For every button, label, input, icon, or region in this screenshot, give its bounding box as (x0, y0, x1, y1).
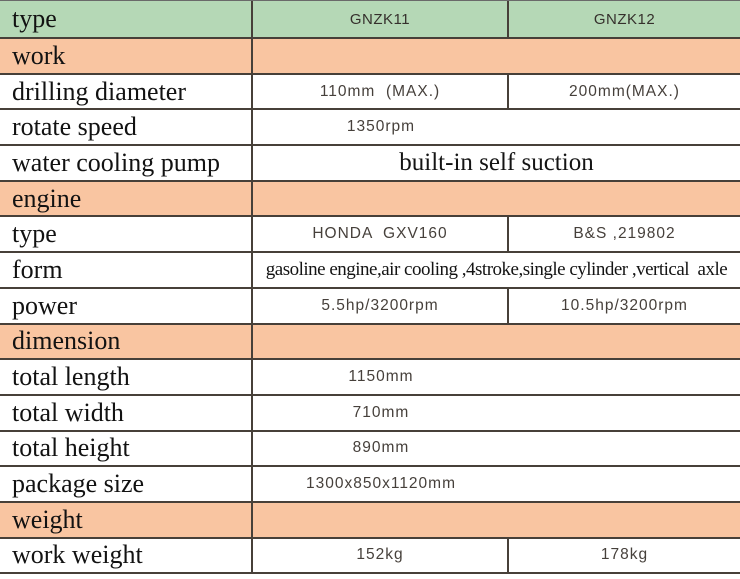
row-label: water cooling pump (12, 147, 220, 177)
row-value: B&S ,219802 (573, 225, 676, 243)
row-value: 1300x850x1120mm (306, 475, 456, 493)
spec-value-cell (509, 539, 740, 573)
spec-value-cell (253, 110, 740, 144)
column-header: GNZK12 (593, 10, 656, 28)
row-label: drilling diameter (12, 76, 187, 106)
spec-label-cell (0, 182, 253, 216)
spec-value-cell (253, 360, 740, 394)
spec-value-cell (509, 289, 740, 323)
spec-value-cell (509, 75, 740, 109)
spec-value-cell (253, 432, 740, 466)
row-label: power (12, 290, 77, 320)
row-label: work (12, 40, 66, 70)
spec-label-cell (0, 110, 253, 144)
spec-value-cell (253, 217, 509, 251)
spec-label-cell (0, 503, 253, 537)
spec-label-cell (0, 289, 253, 323)
spec-label-cell (0, 539, 253, 573)
spec-label-cell (0, 217, 253, 251)
table-row (0, 1, 740, 39)
spec-label-cell (0, 146, 253, 180)
spec-value-cell (253, 253, 740, 287)
table-row (0, 289, 740, 325)
row-value: 890mm (352, 439, 410, 457)
spec-value-cell (253, 146, 740, 180)
table-row (0, 75, 740, 111)
section-row (0, 325, 740, 361)
section-filler-cell (253, 182, 740, 216)
row-value: 1150mm (348, 368, 414, 386)
spec-value-cell (509, 217, 740, 251)
row-value: 178kg (600, 546, 649, 564)
table-row (0, 360, 740, 396)
spec-value-cell (253, 467, 740, 501)
value-wrapper (253, 368, 509, 386)
row-label: type (12, 219, 57, 249)
row-label: total width (12, 397, 124, 427)
spec-value-cell (253, 396, 740, 430)
spec-value-cell (253, 289, 509, 323)
row-value: HONDA GXV160 (312, 225, 448, 243)
section-row (0, 39, 740, 75)
row-label: engine (12, 183, 82, 213)
spec-label-cell (0, 467, 253, 501)
section-row (0, 503, 740, 539)
spec-label-cell (0, 396, 253, 430)
section-row (0, 182, 740, 218)
row-label: dimension (12, 326, 121, 356)
value-wrapper (253, 118, 509, 136)
spec-label-cell (0, 75, 253, 109)
spec-label-cell (0, 360, 253, 394)
row-value: 5.5hp/3200rpm (321, 296, 439, 314)
section-filler-cell (253, 39, 740, 73)
row-label: type (12, 4, 57, 33)
table-row (0, 146, 740, 182)
table-row (0, 110, 740, 146)
row-value: 200mm(MAX.) (569, 82, 680, 100)
value-wrapper (253, 439, 509, 457)
value-wrapper (253, 404, 509, 422)
spec-value-cell (509, 1, 740, 37)
spec-label-cell (0, 253, 253, 287)
row-label: form (12, 254, 63, 284)
table-row (0, 253, 740, 289)
row-value: built-in self suction (399, 148, 594, 176)
spec-value-cell (253, 1, 509, 37)
row-label: work weight (12, 540, 143, 570)
section-filler-cell (253, 503, 740, 537)
row-value: 152kg (356, 546, 404, 564)
spec-label-cell (0, 39, 253, 73)
spec-value-cell (253, 75, 509, 109)
table-row (0, 217, 740, 253)
row-value: 110mm (MAX.) (319, 82, 441, 100)
table-row (0, 467, 740, 503)
row-label: rotate speed (12, 112, 137, 142)
row-label: weight (12, 504, 83, 534)
column-header: GNZK11 (349, 10, 411, 28)
table-row (0, 539, 740, 575)
spec-label-cell (0, 325, 253, 359)
table-row (0, 432, 740, 468)
section-filler-cell (253, 325, 740, 359)
table-row (0, 396, 740, 432)
spec-value-cell (253, 539, 509, 573)
row-value: gasoline engine,air cooling ,4stroke,single cylinder ,vertical axle (265, 258, 728, 280)
row-value: 1350rpm (346, 118, 416, 136)
row-label: total length (12, 362, 130, 392)
spec-label-cell (0, 1, 253, 37)
row-label: package size (12, 469, 145, 499)
spec-label-cell (0, 432, 253, 466)
row-value: 710mm (352, 403, 410, 421)
value-wrapper (253, 475, 509, 493)
row-label: total height (12, 433, 130, 463)
row-value: 10.5hp/3200rpm (561, 296, 688, 314)
